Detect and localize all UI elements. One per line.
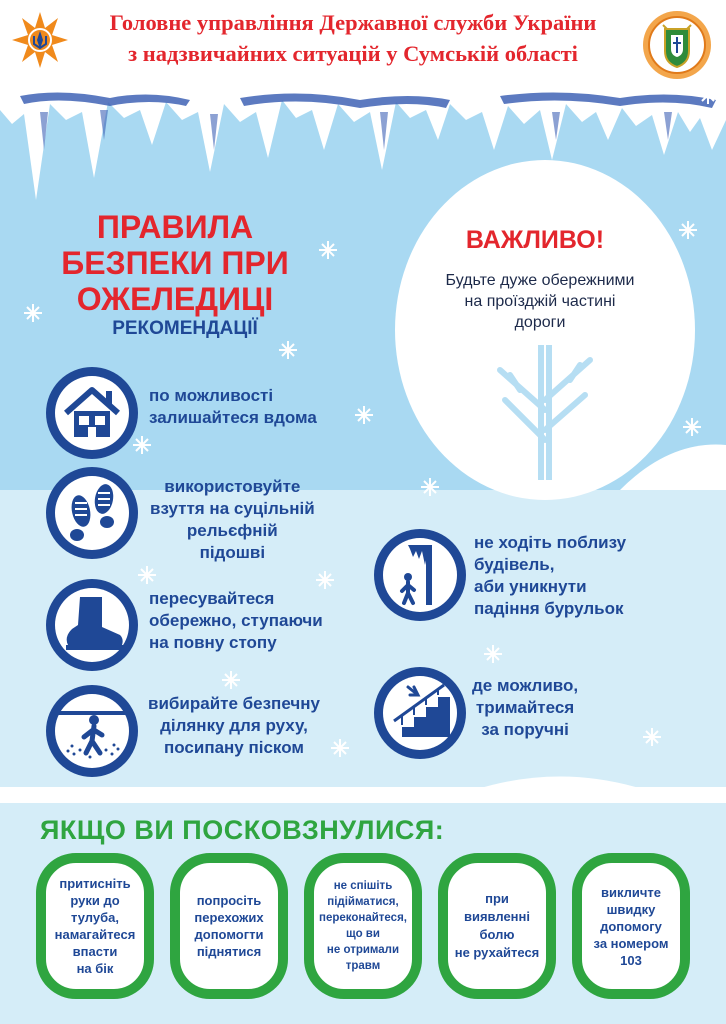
tip-card-4 xyxy=(438,853,556,999)
main-title-line-1: ПРАВИЛА xyxy=(96,209,254,245)
house-icon xyxy=(44,365,140,461)
sumy-region-seal-icon xyxy=(641,9,713,81)
rule-text-5: не ходіть поблизу будівель, аби уникнути падіння бурульок xyxy=(474,533,627,618)
tip-card-1 xyxy=(36,853,154,999)
dsns-emblem-icon xyxy=(10,10,70,70)
rule-text-2: використовуйте взуття на суцільній рельєфній підошві xyxy=(150,477,315,562)
tip-text-5: викличте швидку допомогу за номером 103 xyxy=(593,884,669,968)
footprints-icon xyxy=(44,465,140,561)
tip-text-1: притисніть руки до тулуба, намагайтеся впасти на бік xyxy=(54,876,136,976)
tip-card-5 xyxy=(572,853,690,999)
rule-text-6: де можливо, тримайтеся за поручні xyxy=(472,676,579,739)
stairs-handrail-icon xyxy=(372,665,468,761)
main-title-line-2: БЕЗПЕКИ ПРИ xyxy=(61,245,289,281)
important-heading: ВАЖЛИВО! xyxy=(465,226,605,254)
walker-sand-icon xyxy=(44,683,140,779)
header-line-1: Головне управління Державної служби України xyxy=(109,10,597,35)
slip-heading: ЯКЩО ВИ ПОСКОВЗНУЛИСЯ: xyxy=(40,815,445,845)
snow-bump-icon xyxy=(440,777,680,804)
tip-card-2 xyxy=(170,853,288,999)
icicles-building-icon xyxy=(372,527,468,623)
subtitle: РЕКОМЕНДАЦІЇ xyxy=(112,318,258,339)
boot-icon xyxy=(44,577,140,673)
rule-text-4: вибирайте безпечну ділянку для руху, посипану піском xyxy=(148,694,320,757)
rule-text-3: пересувайтеся обережно, ступаючи на повну стопу xyxy=(149,589,323,652)
tip-text-3: не спішіть підійматися, переконайтеся, що ви не отримали травм xyxy=(319,880,407,972)
tip-text-4: при виявленні болю не рухайтеся xyxy=(454,891,540,960)
header-line-2: з надзвичайних ситуацій у Сумській області xyxy=(128,41,578,66)
tip-card-3 xyxy=(304,853,422,999)
main-title-line-3: ОЖЕЛЕДИЦІ xyxy=(76,281,274,317)
important-text: Будьте дуже обережними на проїзджій частині дороги xyxy=(445,272,635,331)
tip-text-2: попросіть перехожих допомогти піднятися xyxy=(194,893,264,959)
rule-text-1: по можливості залишайтеся вдома xyxy=(149,386,317,427)
header xyxy=(0,0,726,80)
